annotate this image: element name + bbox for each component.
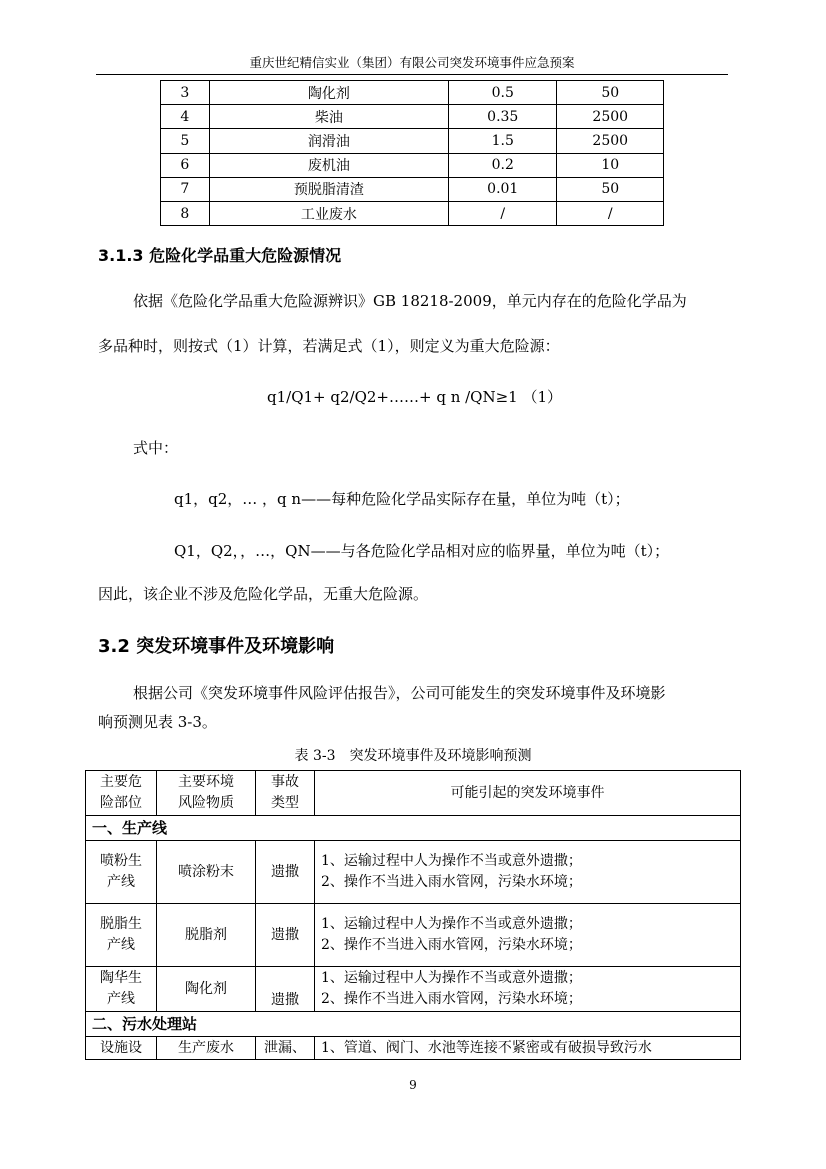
table-cell: 2500 (557, 129, 664, 153)
table-row (86, 1037, 741, 1060)
cell-line: 陶华生 (100, 970, 142, 986)
type-cell: 遗撒 (256, 967, 315, 1012)
location-cell (86, 841, 157, 904)
event-line: 1、运输过程中人为操作不当或意外遗撒； (321, 970, 582, 986)
header-cell: 可能引起的突发环境事件 (315, 771, 741, 816)
paragraph-line: 式中： (133, 439, 179, 457)
table-cell: 工业废水 (209, 201, 448, 225)
page-number: 9 (409, 1078, 417, 1092)
paragraph-line: 依据《危险化学品重大危险源辨识》GB 18218-2009，单元内存在的危险化学品为 (133, 292, 687, 310)
event-cell (315, 967, 741, 1012)
table-cell: 0.35 (449, 105, 557, 129)
definition-line: Q1，Q2，，…，QN——与各危险化学品相对应的临界量，单位为吨（t）； (174, 542, 670, 560)
type-cell: 遗撒 (256, 904, 315, 967)
section-heading-3-2: 3.2 突发环境事件及环境影响 (98, 636, 335, 657)
event-line: 2、操作不当进入雨水管网，污染水环境； (321, 874, 582, 890)
table-cell: 3 (161, 81, 210, 105)
header-cell (86, 771, 157, 816)
table-cell: / (557, 201, 664, 225)
paragraph-line: 响预测见表 3-3。 (98, 713, 217, 731)
page-header-title: 重庆世纪精信实业（集团）有限公司突发环境事件应急预案 (249, 55, 575, 70)
location-cell: 设施设 (86, 1037, 157, 1060)
material-cell: 陶化剂 (157, 967, 256, 1012)
table-cell: 50 (557, 81, 664, 105)
event-line: 1、运输过程中人为操作不当或意外遗撒； (321, 916, 582, 932)
event-line: 2、操作不当进入雨水管网，污染水环境； (321, 991, 582, 1007)
header-divider (96, 74, 728, 75)
table-row (161, 81, 664, 105)
header-line: 主要危 (100, 774, 142, 790)
definition-line: q1，q2，… ，q n——每种危险化学品实际存在量，单位为吨（t）； (174, 490, 630, 508)
table-cell: 柴油 (209, 105, 448, 129)
table-cell: 废机油 (209, 153, 448, 177)
material-cell: 脱脂剂 (157, 904, 256, 967)
table-cell: 陶化剂 (209, 81, 448, 105)
table-cell: 4 (161, 105, 210, 129)
table-cell: 0.01 (449, 177, 557, 201)
section-label: 一、生产线 (86, 816, 741, 841)
cell-line: 脱脂生 (100, 916, 142, 932)
formula: q1/Q1+ q2/Q2+……+ q n /QN≥1 （1） (267, 388, 563, 406)
cell-line: 产线 (107, 937, 135, 953)
header-cell (157, 771, 256, 816)
table-cell: 5 (161, 129, 210, 153)
table-cell: 7 (161, 177, 210, 201)
material-cell: 喷涂粉末 (157, 841, 256, 904)
table-cell: 2500 (557, 105, 664, 129)
table-header-row (86, 771, 741, 816)
table-row (161, 105, 664, 129)
type-cell: 泄漏、 (256, 1037, 315, 1060)
event-line: 1、运输过程中人为操作不当或意外遗撒； (321, 853, 582, 869)
table-row (161, 201, 664, 225)
event-cell: 1、管道、阀门、水池等连接不紧密或有破损导致污水 (315, 1037, 741, 1060)
type-cell: 遗撒 (256, 841, 315, 904)
conclusion-line: 因此，该企业不涉及危险化学品，无重大危险源。 (98, 585, 429, 603)
environmental-events-table (85, 770, 741, 1060)
table-cell: / (449, 201, 557, 225)
table-row (161, 177, 664, 201)
header-line: 主要环境 (178, 774, 234, 790)
table-cell: 1.5 (449, 129, 557, 153)
header-cell (256, 771, 315, 816)
table-row (86, 904, 741, 967)
table-row (161, 153, 664, 177)
table-cell: 10 (557, 153, 664, 177)
hazardous-materials-table-continued (160, 80, 664, 226)
table-cell: 0.2 (449, 153, 557, 177)
location-cell (86, 967, 157, 1012)
header-line: 风险物质 (178, 795, 234, 811)
header-line: 事故 (271, 774, 299, 790)
table-cell: 6 (161, 153, 210, 177)
table-caption: 表 3-3 突发环境事件及环境影响预测 (294, 748, 532, 764)
cell-line: 喷粉生 (100, 853, 142, 869)
location-cell (86, 904, 157, 967)
event-line: 2、操作不当进入雨水管网，污染水环境； (321, 937, 582, 953)
table-cell: 8 (161, 201, 210, 225)
header-line: 类型 (271, 795, 299, 811)
table-cell: 0.5 (449, 81, 557, 105)
table-row (86, 841, 741, 904)
table-cell: 润滑油 (209, 129, 448, 153)
table-row (161, 129, 664, 153)
event-cell (315, 841, 741, 904)
section-heading-3-1-3: 3.1.3 危险化学品重大危险源情况 (98, 246, 342, 265)
header-line: 险部位 (100, 795, 142, 811)
event-cell (315, 904, 741, 967)
material-cell: 生产废水 (157, 1037, 256, 1060)
paragraph-line: 多品种时，则按式（1）计算，若满足式（1），则定义为重大危险源： (98, 337, 560, 355)
table-row (86, 967, 741, 1012)
table-cell: 预脱脂清渣 (209, 177, 448, 201)
paragraph-line: 根据公司《突发环境事件风险评估报告》，公司可能发生的突发环境事件及环境影 (133, 684, 666, 702)
section-label: 二、污水处理站 (86, 1012, 741, 1037)
cell-line: 产线 (107, 991, 135, 1007)
cell-line: 产线 (107, 874, 135, 890)
section-row (86, 816, 741, 841)
section-row (86, 1012, 741, 1037)
table-cell: 50 (557, 177, 664, 201)
